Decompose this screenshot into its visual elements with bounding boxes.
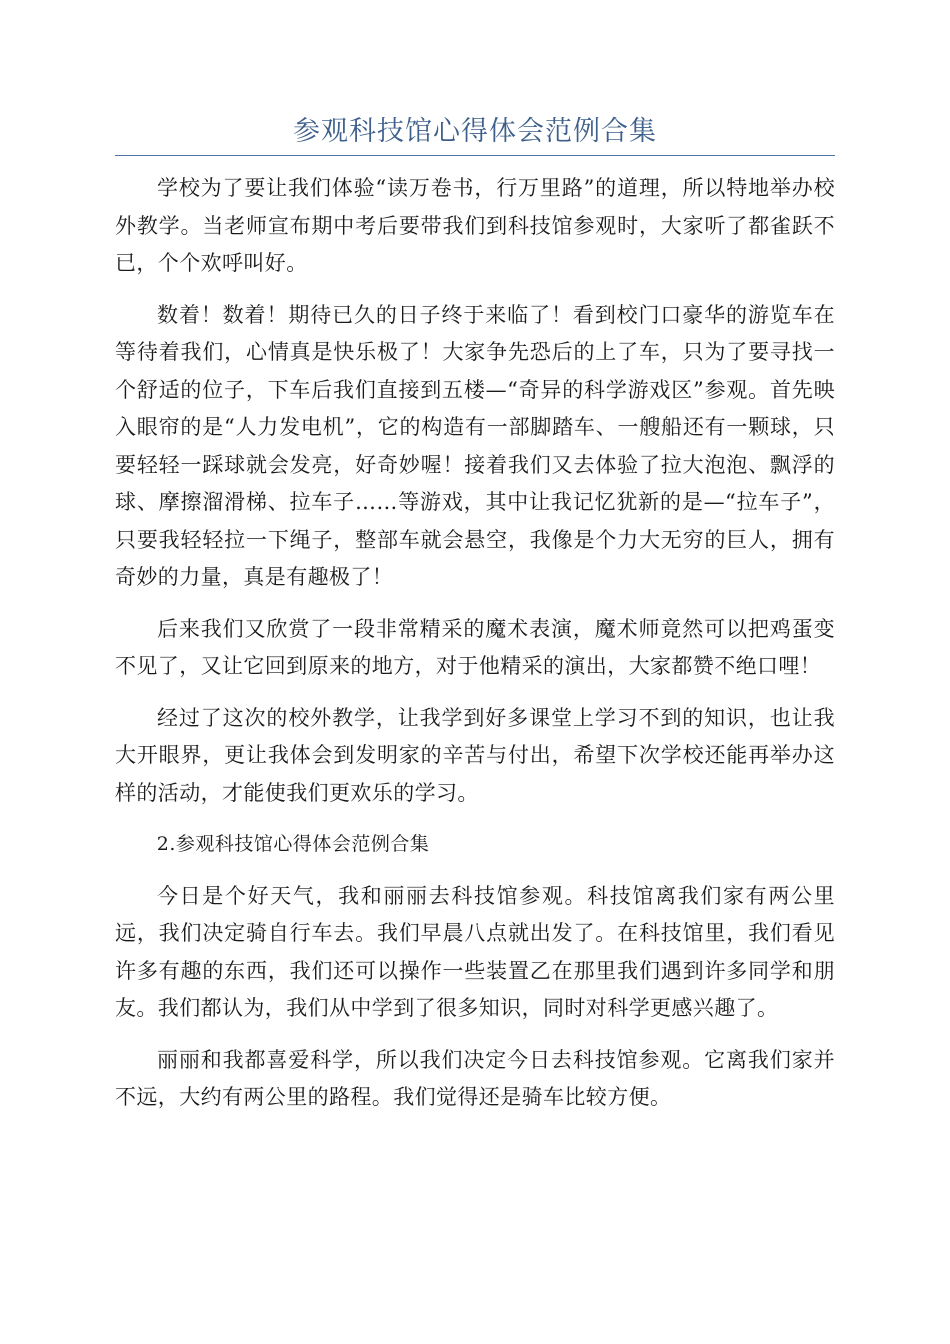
document-body <box>115 170 835 1131</box>
paragraph: 今日是个好天气，我和丽丽去科技馆参观。科技馆离我们家有两公里远，我们决定骑自行车去。我们早晨八点就出发了。在科技馆里，我们看见许多有趣的东西，我们还可以操作一些装置乙在那里我们遇到许多同学和朋友。我们都认为，我们从中学到了很多知识，同时对科学更感兴趣了。 <box>115 883 835 1020</box>
paragraph: 数着！数着！期待已久的日子终于来临了！看到校门口豪华的游览车在等待着我们，心情真是快乐极了！大家争先恐后的上了车，只为了要寻找一个舒适的位子，下车后我们直接到五楼—“奇异的科学游戏区”参观。首先映入眼帘的是“人力发电机”，它的构造有一部脚踏车、一艘船还有一颗球，只要轻轻一踩球就会发亮，好奇妙喔！接着我们又去体验了拉大泡泡、飘浮的球、摩擦溜滑梯、拉车子……等游戏，其中让我记忆犹新的是—“拉车子”，只要我轻轻拉一下绳子，整部车就会悬空，我像是个力大无穷的巨人，拥有奇妙的力量，真是有趣极了！ <box>115 302 835 589</box>
paragraph: 丽丽和我都喜爱科学，所以我们决定今日去科技馆参观。它离我们家并不远，大约有两公里的路程。我们觉得还是骑车比较方便。 <box>115 1047 835 1109</box>
paragraph: 后来我们又欣赏了一段非常精采的魔术表演，魔术师竟然可以把鸡蛋变不见了，又让它回到原来的地方，对于他精采的演出，大家都赞不绝口哩！ <box>115 616 835 678</box>
document-title: 参观科技馆心得体会范例合集 <box>293 116 657 147</box>
title-underline <box>115 155 835 156</box>
paragraph: 学校为了要让我们体验“读万卷书，行万里路”的道理，所以特地举办校外教学。当老师宣布期中考后要带我们到科技馆参观时，大家听了都雀跃不已，个个欢呼叫好。 <box>115 176 835 275</box>
section-heading: 2.参观科技馆心得体会范例合集 <box>156 833 430 855</box>
paragraph: 经过了这次的校外教学，让我学到好多课堂上学习不到的知识，也让我大开眼界，更让我体会到发明家的辛苦与付出，希望下次学校还能再举办这样的活动，才能使我们更欢乐的学习。 <box>115 705 835 805</box>
